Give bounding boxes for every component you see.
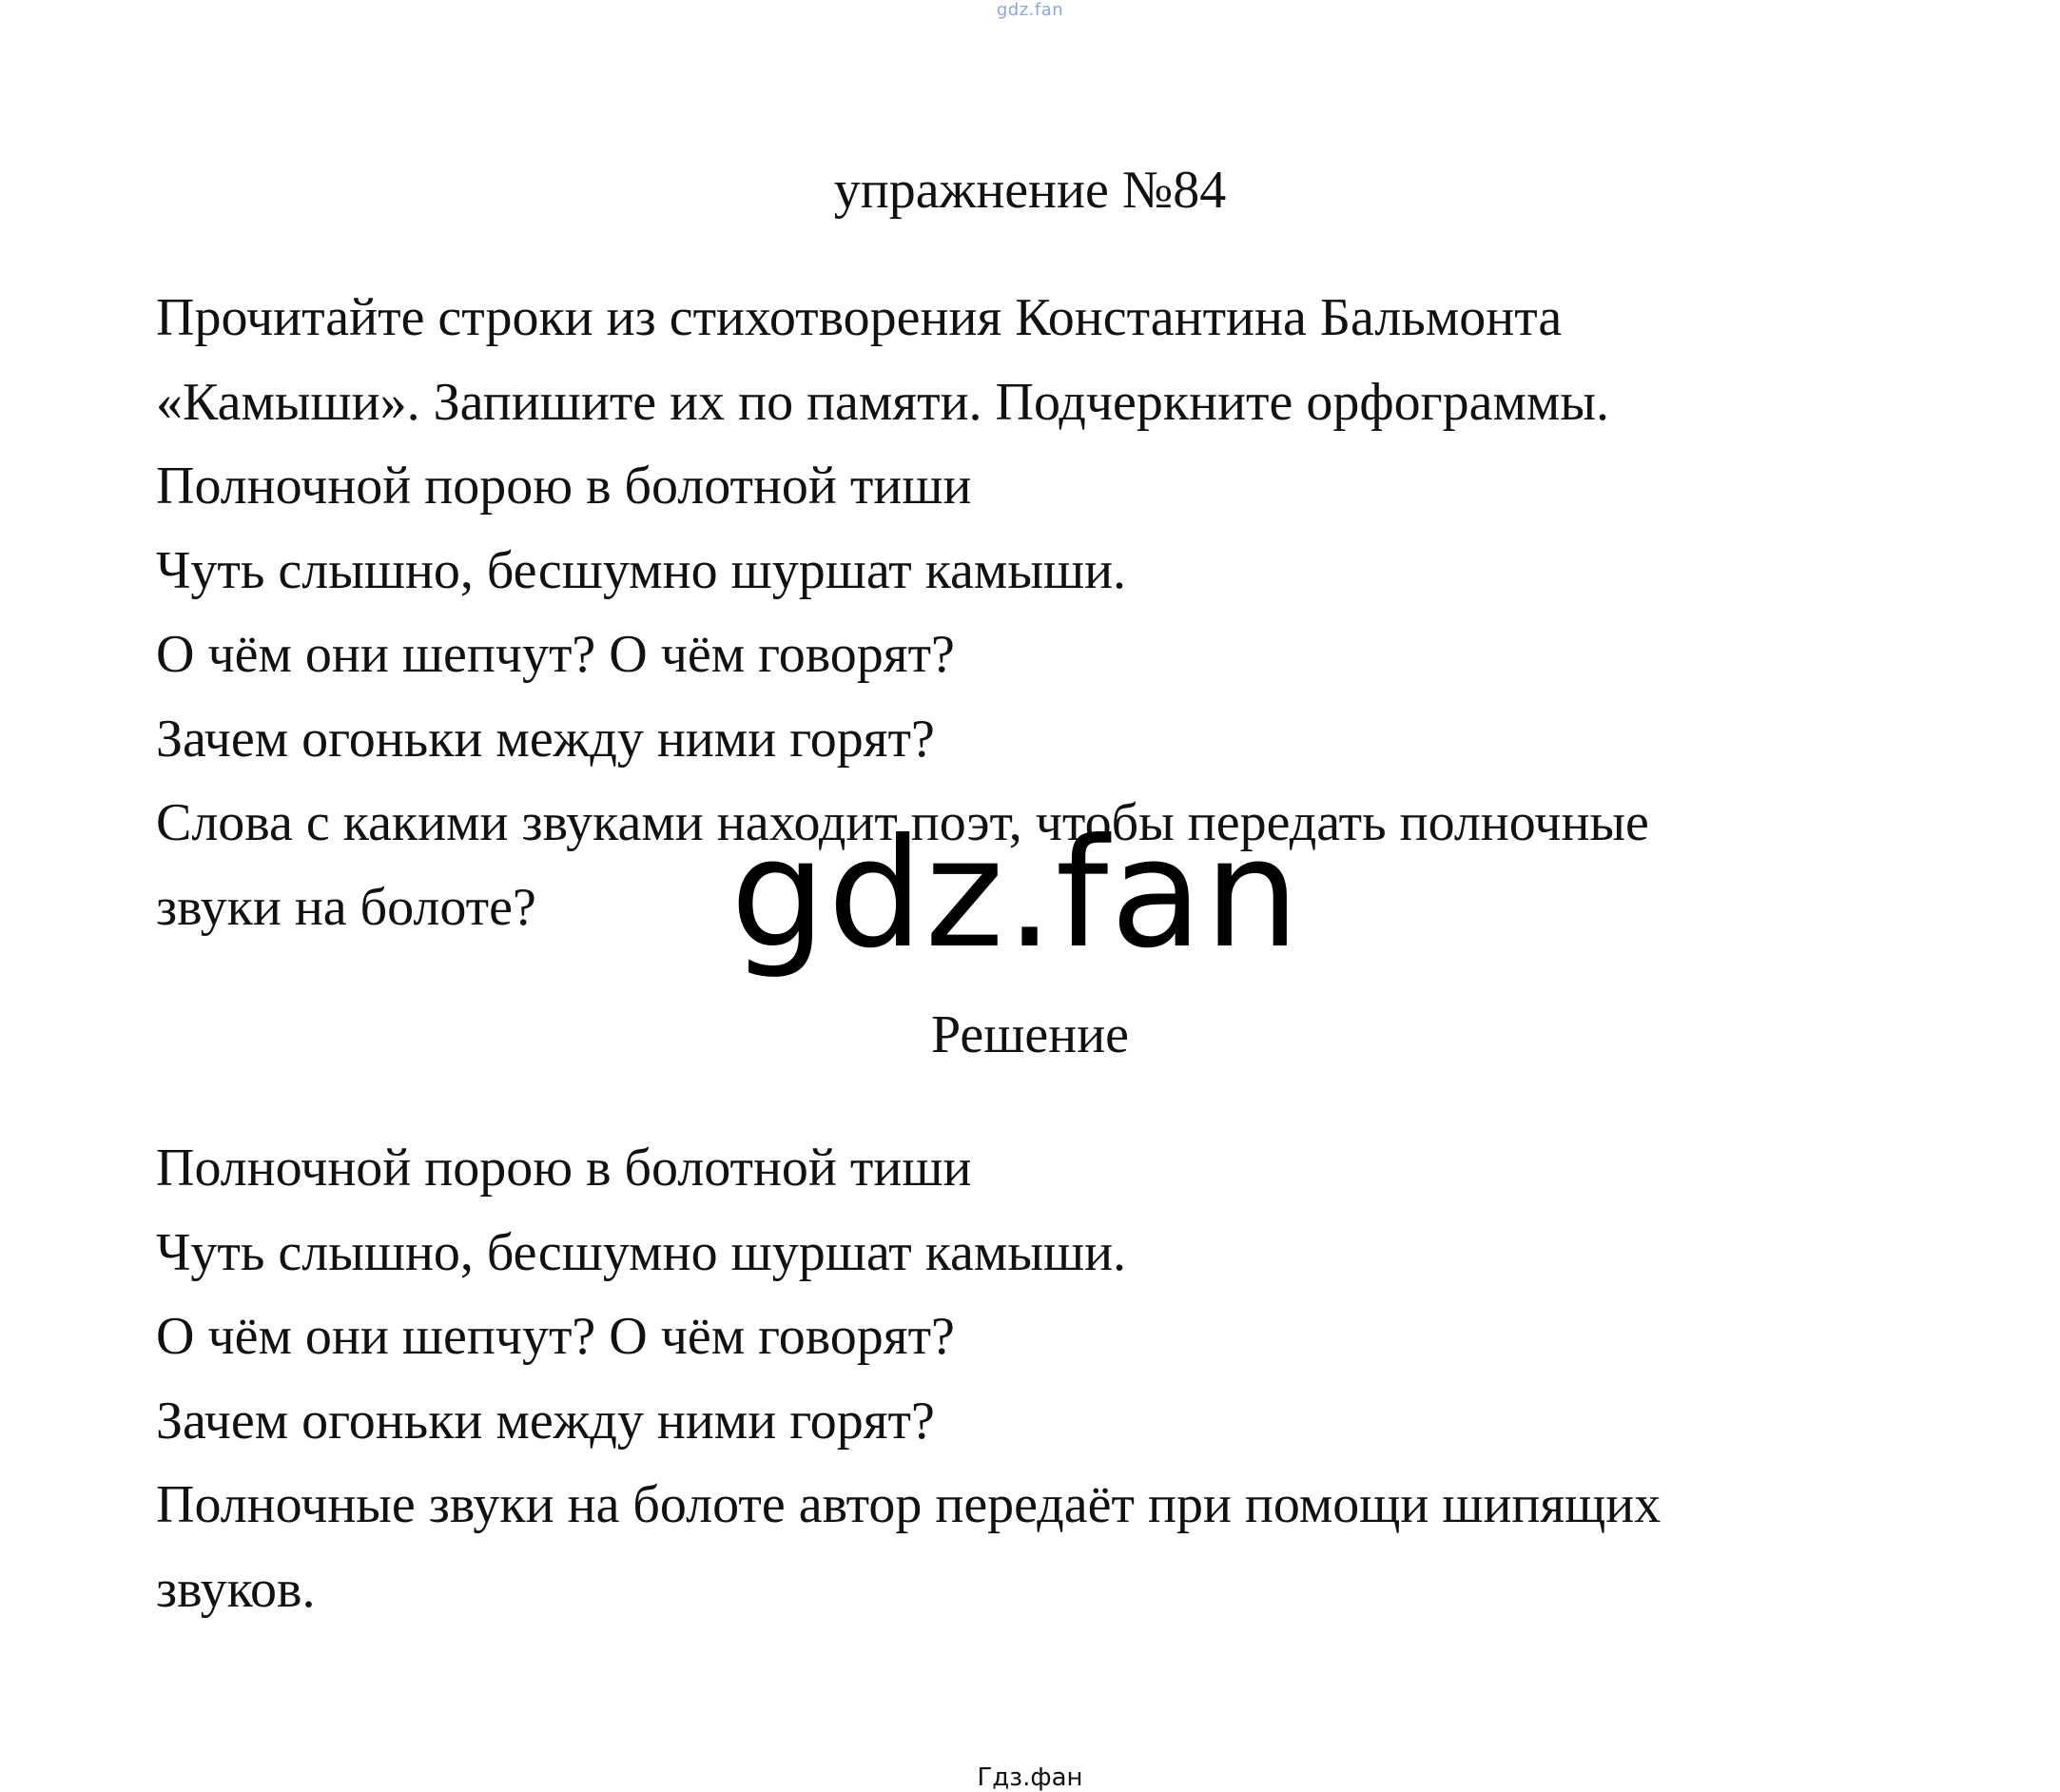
question-line: звуки на болоте? (156, 877, 536, 937)
solution-text (156, 1126, 1963, 1631)
solution-poem-line: Чуть слышно, бесшумно шуршат камыши. (156, 1222, 1127, 1282)
poem-line: Чуть слышно, бесшумно шуршат камыши. (156, 540, 1127, 600)
solution-answer-line: звуков. (156, 1559, 316, 1619)
poem-line: О чём они шепчут? О чём говорят? (156, 625, 955, 684)
poem-line: Зачем огоньки между ними горят? (156, 709, 935, 769)
footer-watermark: Гдз.фан (977, 1763, 1083, 1792)
solution-poem-line: Полночной порою в болотной тиши (156, 1139, 972, 1198)
task-line: Прочитайте строки из стихотворения Константина Бальмонта (156, 288, 1563, 347)
exercise-title: упражнение №84 (833, 161, 1227, 220)
solution-poem-line: О чём они шепчут? О чём говорят? (156, 1307, 955, 1366)
center-watermark: gdz.fan (730, 807, 1302, 982)
solution-heading: Решение (930, 1005, 1130, 1064)
solution-poem-line: Зачем огоньки между ними горят? (156, 1391, 935, 1451)
task-line: «Камыши». Запишите их по памяти. Подчеркните орфограммы. (156, 372, 1609, 432)
question-line: Слова с какими звуками находит поэт, чтобы передать полночные (156, 793, 1649, 852)
top-watermark: gdz.fan (996, 0, 1064, 20)
poem-line: Полночной порою в болотной тиши (156, 457, 972, 516)
solution-answer-line: Полночные звуки на болоте автор передаёт при помощи шипящих (156, 1475, 1662, 1534)
